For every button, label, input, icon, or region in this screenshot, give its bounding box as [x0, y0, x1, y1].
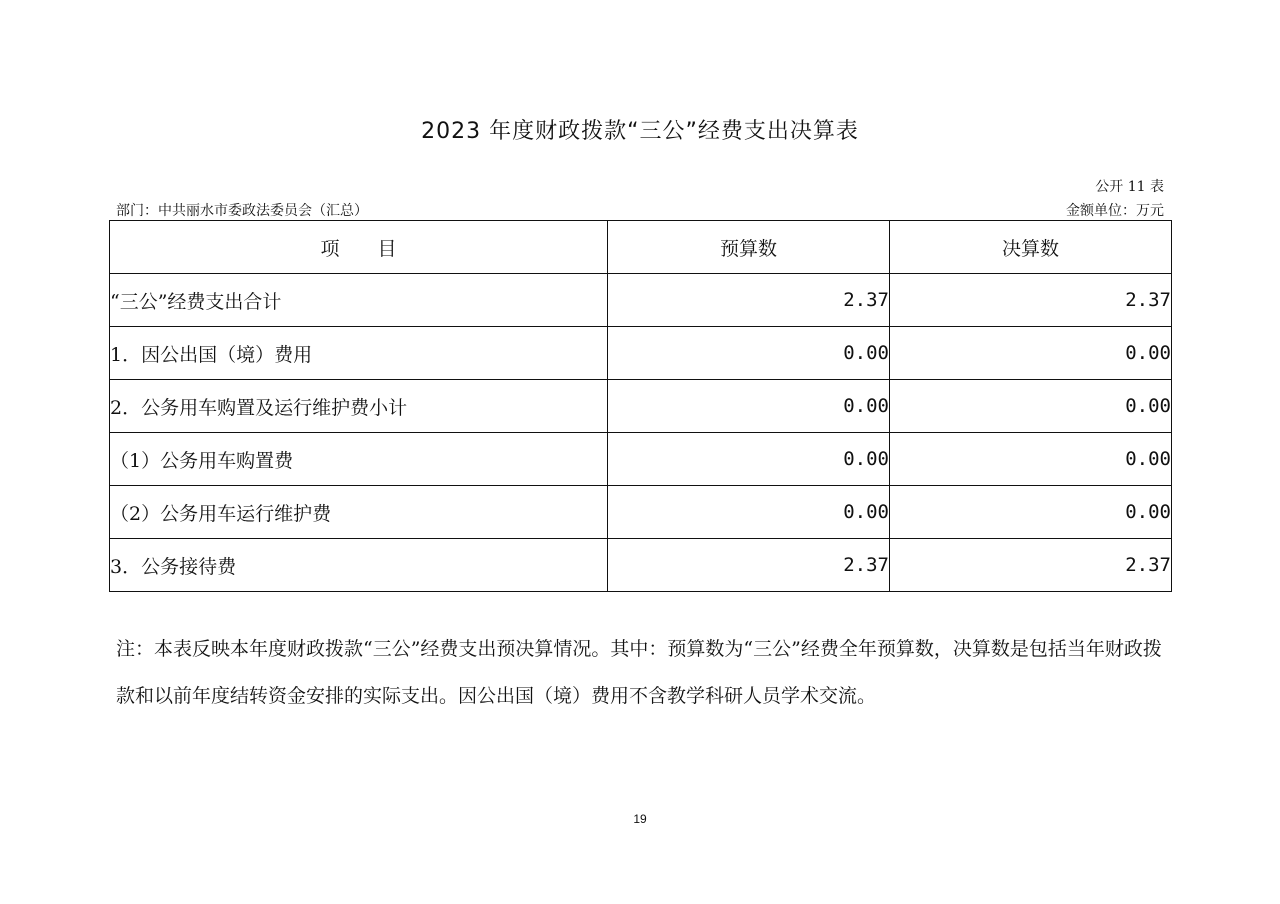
row-label: （2）公务用车运行维护费: [110, 486, 608, 539]
row-final-value: 0.00: [890, 380, 1172, 433]
table-row: [110, 380, 1172, 433]
row-budget-value: 2.37: [608, 274, 890, 327]
header-final: 决算数: [890, 221, 1172, 274]
row-budget-value: 2.37: [608, 539, 890, 592]
table-note: 注：本表反映本年度财政拨款“三公”经费支出预决算情况。其中：预算数为“三公”经费全年预算数，决算数是包括当年财政拨款和以前年度结转资金安排的实际支出。因公出国（境）费用不含教学科研人员学术交流。: [116, 638, 1162, 707]
row-budget-value: 0.00: [608, 433, 890, 486]
row-budget-value: 0.00: [608, 380, 890, 433]
row-final-value: 0.00: [890, 327, 1172, 380]
row-final-value: 0.00: [890, 486, 1172, 539]
table-row: [110, 486, 1172, 539]
page-number: 19: [633, 812, 647, 826]
table-row: [110, 433, 1172, 486]
row-label: 3．公务接待费: [110, 539, 608, 592]
row-label: （1）公务用车购置费: [110, 433, 608, 486]
department-label: 部门：中共丽水市委政法委员会（汇总）: [116, 203, 368, 219]
row-budget-value: 0.00: [608, 486, 890, 539]
row-budget-value: 0.00: [608, 327, 890, 380]
header-item: 项 目: [110, 221, 608, 274]
table-row: [110, 274, 1172, 327]
row-label: 2．公务用车购置及运行维护费小计: [110, 380, 608, 433]
table-row: [110, 327, 1172, 380]
table-row: [110, 539, 1172, 592]
header-budget: 预算数: [608, 221, 890, 274]
expenditure-table: [109, 220, 1172, 592]
row-final-value: 0.00: [890, 433, 1172, 486]
table-header-row: [110, 221, 1172, 274]
row-final-value: 2.37: [890, 274, 1172, 327]
row-final-value: 2.37: [890, 539, 1172, 592]
unit-label: 金额单位：万元: [1066, 203, 1164, 219]
row-label: “三公”经费支出合计: [110, 274, 608, 327]
table-number: 公开 11 表: [1095, 179, 1164, 195]
document-title: 2023 年度财政拨款“三公”经费支出决算表: [421, 119, 859, 144]
row-label: 1．因公出国（境）费用: [110, 327, 608, 380]
